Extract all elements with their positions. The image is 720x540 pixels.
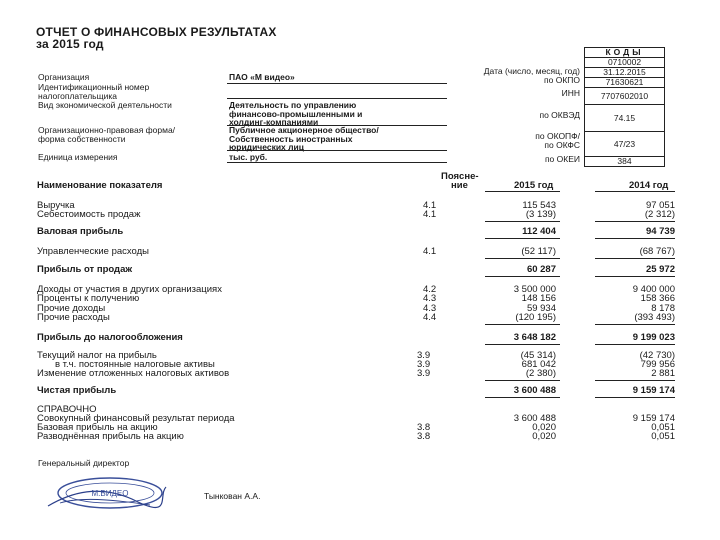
row-underline-2014: [595, 324, 675, 325]
row-name: Управленческие расходы: [37, 246, 149, 257]
row-underline-2014: [595, 258, 675, 259]
row-name: Чистая прибыль: [37, 385, 117, 396]
row-note: 3.8: [417, 422, 431, 433]
activity-value-3: холдинг-компаниями: [229, 117, 319, 127]
code-form: 0710002: [585, 58, 664, 68]
col-name-header: Наименование показателя: [37, 180, 163, 191]
legal-label-1: Организационно-правовая форма/: [38, 125, 176, 135]
row-value-2014: 97 051: [645, 200, 675, 211]
row-name: Совокупный финансовый результат периода: [37, 413, 235, 424]
director-label: Генеральный директор: [38, 458, 130, 468]
activity-value-2: финансово-промышленными и: [229, 109, 363, 119]
row-value-2015: (120 195): [515, 312, 556, 323]
col-note-header-1: Поясне-: [441, 171, 479, 182]
row-underline-2014: [595, 238, 675, 239]
row-value-2014: 25 972: [645, 264, 675, 275]
row-value-2014: 9 159 174: [632, 385, 675, 396]
date-label: Дата (число, месяц, год): [483, 66, 580, 76]
row-value-2014: 799 956: [640, 359, 675, 370]
row-name: СПРАВОЧНО: [37, 404, 97, 415]
row-value-2015: 0,020: [532, 422, 556, 433]
row-value-2015: 0,020: [532, 431, 556, 442]
row-name: Базовая прибыль на акцию: [37, 422, 158, 433]
row-name: Разводнённая прибыль на акцию: [37, 431, 184, 442]
code-date: 31.12.2015: [585, 68, 664, 78]
row-value-2014: 9 400 000: [632, 284, 675, 295]
row-value-2015: 60 287: [526, 264, 556, 275]
row-underline-2015: [485, 258, 560, 259]
row-note: 4.3: [423, 293, 437, 304]
row-value-2015: 115 543: [522, 200, 556, 211]
code-okopf-okfs: 47/23: [585, 132, 664, 157]
stamp-text: М.ВИДЕО: [91, 489, 129, 498]
row-name: Изменение отложенных налоговых активов: [37, 368, 230, 379]
signature-stamp: [40, 473, 170, 511]
code-inn: 7707602010: [585, 88, 664, 105]
row-value-2014: 0,051: [651, 431, 675, 442]
org-label: Организация: [38, 72, 90, 82]
col-note-header-2: ние: [451, 180, 468, 191]
row-value-2014: (68 767): [639, 246, 675, 257]
row-value-2015: (45 314): [520, 350, 556, 361]
row-value-2014: 0,051: [651, 422, 675, 433]
row-name: Проценты к получению: [37, 293, 140, 304]
row-value-2015: (2 380): [525, 368, 556, 379]
row-underline-2015: [485, 380, 560, 381]
row-underline-2014: [595, 344, 675, 345]
okopf-label: по ОКОПФ/: [535, 131, 580, 141]
row-note: 4.1: [423, 246, 437, 257]
legal-value-1: Публичное акционерное общество/: [229, 125, 379, 135]
codes-header: КОДЫ: [585, 48, 664, 58]
row-note: 3.9: [417, 350, 431, 361]
report-period: за 2015 год: [36, 37, 104, 51]
row-note: 3.9: [417, 359, 431, 370]
row-value-2015: 681 042: [521, 359, 556, 370]
row-underline-2015: [485, 324, 560, 325]
activity-value-1: Деятельность по управлению: [229, 100, 357, 110]
row-name: Прибыль от продаж: [37, 264, 133, 275]
okei-label: по ОКЕИ: [544, 154, 580, 164]
row-underline-2014: [595, 380, 675, 381]
unit-value: тыс. руб.: [229, 152, 268, 162]
row-value-2015: 3 600 488: [513, 385, 556, 396]
row-value-2014: 8 178: [651, 303, 675, 314]
row-name: Прочие доходы: [37, 303, 106, 314]
row-underline-2015: [485, 238, 560, 239]
row-underline-2014: [595, 397, 675, 398]
row-note: 4.4: [423, 312, 437, 323]
row-value-2014: (393 493): [634, 312, 675, 323]
inn-label-1: Идентификационный номер: [38, 82, 150, 92]
stamp-icon: [40, 473, 170, 511]
row-note: 4.1: [423, 209, 437, 220]
row-name: Выручка: [37, 200, 75, 211]
row-value-2014: 94 739: [645, 226, 675, 237]
row-underline-2015: [485, 344, 560, 345]
unit-label: Единица измерения: [38, 152, 118, 162]
row-note: 4.1: [423, 200, 437, 211]
okfs-label: по ОКФС: [544, 140, 580, 150]
legal-underline: [227, 150, 447, 151]
inn-underline: [227, 98, 447, 99]
row-name: Себестоимость продаж: [37, 209, 141, 220]
row-value-2015: (3 139): [525, 209, 556, 220]
org-value: ПАО «М видео»: [229, 72, 295, 82]
row-value-2015: (52 117): [521, 246, 556, 257]
row-underline-2015: [485, 276, 560, 277]
row-underline-2014: [595, 221, 675, 222]
col-2014-header: 2014 год: [629, 180, 669, 191]
row-name: Текущий налог на прибыль: [37, 350, 157, 361]
okved-label: по ОКВЭД: [539, 110, 580, 120]
row-value-2015: 3 600 488: [513, 413, 556, 424]
okpo-label: по ОКПО: [544, 75, 580, 85]
row-value-2015: 112 404: [522, 226, 556, 237]
row-note: 4.2: [423, 284, 437, 295]
row-name: Валовая прибыль: [37, 226, 124, 237]
row-name: Прибыль до налогообложения: [37, 332, 183, 343]
report-title: ОТЧЕТ О ФИНАНСОВЫХ РЕЗУЛЬТАТАХ: [36, 25, 277, 39]
header-underline-2015: [485, 191, 560, 192]
row-note: 3.9: [417, 368, 431, 379]
code-okei: 384: [617, 156, 632, 166]
row-value-2014: 158 366: [640, 293, 675, 304]
row-value-2015: 3 500 000: [513, 284, 556, 295]
row-note: 4.3: [423, 303, 437, 314]
row-value-2014: (42 730): [639, 350, 675, 361]
director-name: Тынкован А.А.: [204, 491, 261, 501]
row-value-2014: 9 199 023: [632, 332, 675, 343]
col-2015-header: 2015 год: [514, 180, 554, 191]
unit-underline: [227, 162, 447, 163]
activity-label: Вид экономической деятельности: [38, 100, 172, 110]
row-value-2014: (2 312): [644, 209, 675, 220]
row-note: 3.8: [417, 431, 431, 442]
legal-label-2: форма собственности: [38, 134, 126, 144]
legal-value-2: Собственность иностранных: [229, 134, 353, 144]
row-name: Доходы от участия в других организациях: [37, 284, 222, 295]
header-underline-2014: [595, 191, 675, 192]
legal-value-3: юридических лиц: [229, 142, 304, 152]
row-underline-2015: [485, 221, 560, 222]
code-okpo: 71630621: [585, 78, 664, 88]
row-value-2014: 9 159 174: [632, 413, 675, 424]
codes-box: [584, 47, 665, 167]
row-value-2015: 59 934: [526, 303, 556, 314]
inn-label-2: налогоплательщика: [38, 91, 117, 101]
row-underline-2015: [485, 397, 560, 398]
row-underline-2014: [595, 276, 675, 277]
inn-label: ИНН: [561, 88, 580, 98]
code-okved: 74.15: [585, 105, 664, 132]
row-value-2015: 3 648 182: [513, 332, 556, 343]
row-value-2015: 148 156: [521, 293, 556, 304]
row-name: в т.ч. постоянные налоговые активы: [55, 359, 215, 370]
org-underline: [227, 83, 447, 84]
row-name: Прочие расходы: [37, 312, 110, 323]
row-value-2014: 2 881: [651, 368, 675, 379]
